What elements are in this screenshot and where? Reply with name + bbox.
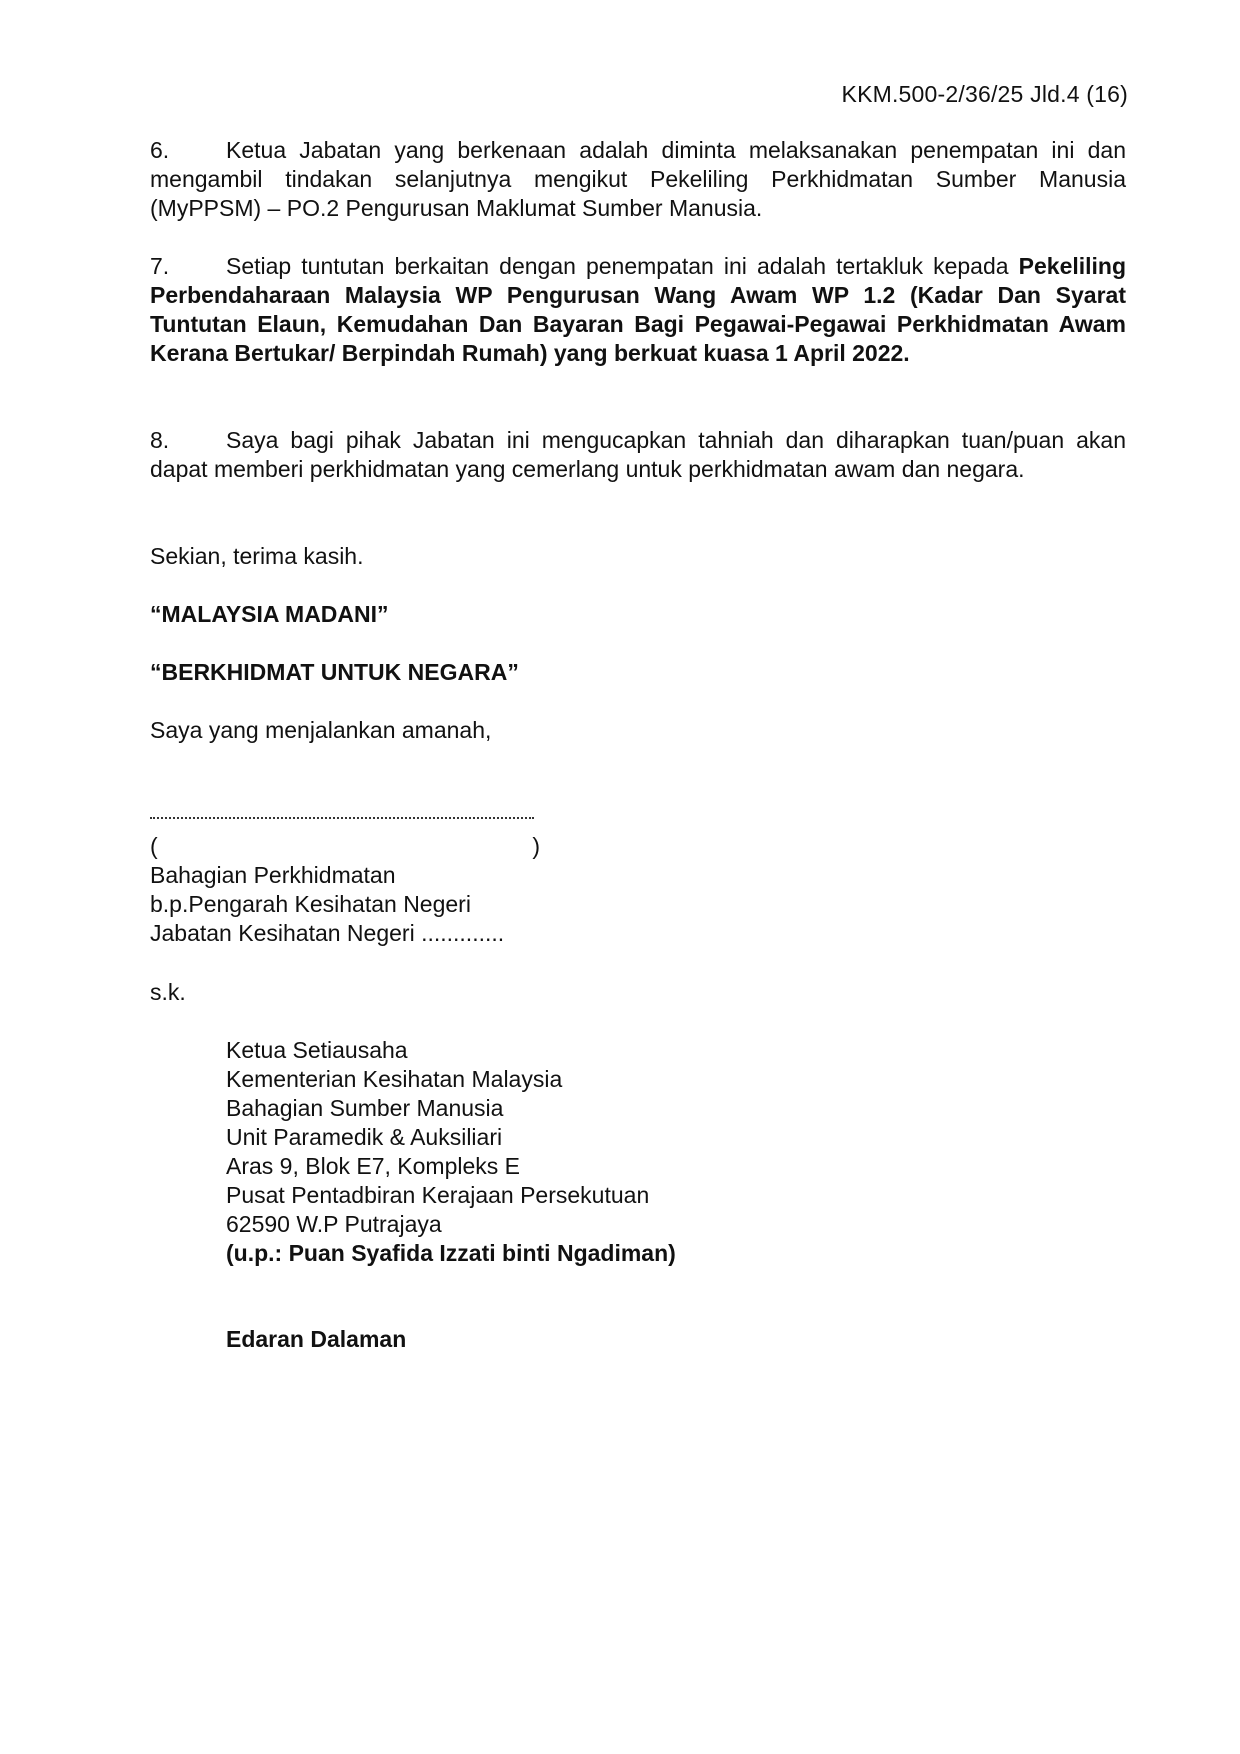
paragraph-8 (150, 426, 1126, 484)
cc-line: Bahagian Sumber Manusia (226, 1095, 504, 1121)
cc-attention: (u.p.: Puan Syafida Izzati binti Ngadiman) (226, 1240, 676, 1266)
cc-recipient (226, 1036, 676, 1268)
signature-line-2: b.p.Pengarah Kesihatan Negeri (150, 891, 471, 917)
paragraph-7 (150, 252, 1126, 368)
open-paren: ( (150, 833, 158, 859)
cc-line: Unit Paramedik & Auksiliari (226, 1124, 503, 1150)
cc-line: 62590 W.P Putrajaya (226, 1211, 442, 1237)
cc-line: Kementerian Kesihatan Malaysia (226, 1066, 563, 1092)
cc-line: Pusat Pentadbiran Kerajaan Persekutuan (226, 1182, 650, 1208)
signature-line-1: Bahagian Perkhidmatan (150, 862, 396, 888)
reference-number: KKM.500-2/36/25 Jld.4 (16) (841, 81, 1128, 107)
paragraph-number: 7. (150, 253, 170, 279)
cc-label: s.k. (150, 979, 186, 1005)
paragraph-bold-text: Pekeliling Perbendaharaan Malaysia WP Pengurusan Wang Awam WP 1.2 (Kadar Dan Syarat Tuntutan Elaun, Kemudahan Dan Bayaran Bagi Pegawai-Pegawai Perkhidmatan Awam Kerana Bertukar/ Berpindah Rumah) yang berkuat kuasa 1 April 2022. (150, 253, 1127, 366)
slogan-berkhidmat: “BERKHIDMAT UNTUK NEGARA” (150, 659, 519, 685)
signature-line-3: Jabatan Kesihatan Negeri ............. (150, 920, 505, 946)
paragraph-number: 6. (150, 137, 170, 163)
signature-name-placeholder (150, 832, 540, 861)
trust-line: Saya yang menjalankan amanah, (150, 717, 492, 743)
cc-line: Ketua Setiausaha (226, 1037, 408, 1063)
closing-thanks: Sekian, terima kasih. (150, 543, 364, 569)
close-paren: ) (532, 833, 540, 859)
paragraph-number: 8. (150, 427, 170, 453)
paragraph-text: Ketua Jabatan yang berkenaan adalah diminta melaksanakan penempatan ini dan mengambil tindakan selanjutnya mengikut Pekeliling Perkhidmatan Sumber Manusia (MyPPSM) – PO.2 Pengurusan Maklumat Sumber Manusia. (150, 137, 1126, 221)
paragraph-text: Saya bagi pihak Jabatan ini mengucapkan tahniah dan diharapkan tuan/puan akan dapat memberi perkhidmatan yang cemerlang untuk perkhidmatan awam dan negara. (150, 427, 1126, 482)
slogan-malaysia-madani: “MALAYSIA MADANI” (150, 601, 389, 627)
paragraph-6 (150, 136, 1126, 223)
internal-circulation: Edaran Dalaman (226, 1326, 407, 1352)
signature-block (150, 861, 1126, 948)
signature-line (150, 817, 534, 819)
cc-line: Aras 9, Blok E7, Kompleks E (226, 1153, 521, 1179)
paragraph-text: Setiap tuntutan berkaitan dengan penempatan ini adalah tertakluk kepada (226, 253, 1009, 279)
